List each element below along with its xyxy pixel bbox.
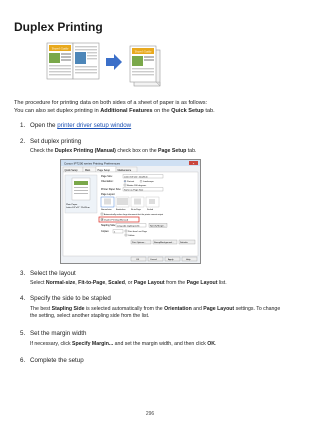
defaults-label: Defaults bbox=[180, 241, 188, 244]
badge-text-2: Travel Guide bbox=[134, 49, 152, 54]
ok-label: OK bbox=[136, 258, 140, 261]
step-5-title: 5. Set the margin width bbox=[20, 330, 87, 337]
copies-value: 1 bbox=[114, 231, 116, 234]
help-label: Help bbox=[186, 258, 191, 261]
duplex-output-page bbox=[130, 46, 160, 86]
collate-label: Collate bbox=[128, 234, 135, 237]
window-title: Canon IP7200 series Printing Preferences bbox=[64, 161, 121, 166]
layout-scaled: Scaled bbox=[147, 209, 154, 211]
source-page bbox=[47, 43, 73, 79]
copies-label: Copies: bbox=[101, 230, 110, 233]
specify-margin-label: Specify Margin... bbox=[150, 225, 166, 228]
preview-panel bbox=[65, 175, 97, 213]
tab-main-label: Main bbox=[85, 168, 91, 172]
page-size-value: Letter 8.5"x11" 22x28cm bbox=[124, 176, 148, 179]
stapling-side-label: Stapling Side: bbox=[101, 224, 116, 227]
auto-reduce-checkbox bbox=[101, 213, 103, 215]
intro-line-2: You can also set duplex printing in Additional Features on the Quick Setup tab. bbox=[14, 108, 215, 114]
step-3-title: 3. Select the layout bbox=[20, 270, 76, 277]
cancel-label: Cancel bbox=[150, 258, 157, 261]
print-last-checkbox bbox=[125, 230, 127, 232]
preview-paper-type: Plain Paper bbox=[66, 204, 78, 206]
step-3-desc: Select Normal-size, Fit-to-Page, Scaled, or Page Layout from the Page Layout list. bbox=[30, 280, 227, 286]
page-title: Duplex Printing bbox=[14, 20, 103, 34]
step-1: 1. Open the printer driver setup window bbox=[20, 122, 132, 129]
preview-paper-size: Letter 8.5"x11" 22x28cm bbox=[66, 207, 90, 209]
stamp-label: Stamp/Background... bbox=[154, 241, 174, 244]
layout-borderless: Borderless bbox=[116, 209, 126, 211]
tab-maintenance-label: Maintenance bbox=[117, 168, 132, 172]
layout-fit: Fit-to-Page bbox=[131, 209, 141, 211]
step-4-title: 4. Specify the side to be stapled bbox=[20, 295, 111, 302]
auto-reduce-label: Automatically reduce large document that the printer cannot output bbox=[104, 213, 164, 216]
duplex-illustration bbox=[46, 42, 170, 94]
printing-preferences-dialog bbox=[60, 159, 201, 264]
print-last-label: Print from Last Page bbox=[128, 230, 147, 233]
rotate-label: Rotate 180 degrees bbox=[127, 184, 147, 187]
step-5-desc: If necessary, click Specify Margin... and set the margin width, and then click OK. bbox=[30, 341, 217, 347]
svg-text:×: × bbox=[192, 161, 195, 166]
source-page-2 bbox=[73, 43, 99, 79]
step-6-title: 6. Complete the setup bbox=[20, 357, 84, 364]
tab-page-setup-label: Page Setup bbox=[97, 168, 110, 172]
layout-normal: Normal-size bbox=[101, 209, 112, 211]
page-layout-label: Page Layout: bbox=[101, 193, 116, 196]
dialog-screenshot bbox=[61, 160, 200, 263]
printer-driver-setup-link[interactable]: printer driver setup window bbox=[57, 122, 132, 129]
duplex-label: Duplex Printing (Manual) bbox=[104, 219, 129, 222]
landscape-radio bbox=[140, 180, 142, 182]
arrow-right-icon bbox=[106, 54, 122, 70]
print-options-label: Print Options... bbox=[132, 241, 146, 244]
apply-label: Apply bbox=[168, 258, 174, 261]
stapling-side-value: Long-side stapling (Left) bbox=[117, 225, 140, 228]
page-size-label: Page Size: bbox=[101, 175, 113, 178]
step-2-title: 2. Set duplex printing bbox=[20, 138, 82, 145]
tab-strip bbox=[63, 167, 137, 173]
intro-line-1: The procedure for printing data on both sides of a sheet of paper is as follows: bbox=[14, 100, 208, 106]
portrait-label: Portrait bbox=[127, 181, 135, 183]
landscape-label: Landscape bbox=[143, 181, 154, 183]
orientation-label: Orientation: bbox=[101, 180, 114, 183]
step-4-desc: The best Stapling Side is selected automatically from the Orientation and Page Layout settings. To change the setting, select another stapling side from the list. bbox=[30, 306, 281, 320]
badge-text: Travel Guide bbox=[51, 46, 69, 51]
step-2-desc: Check the Duplex Printing (Manual) check box on the Page Setup tab. bbox=[30, 148, 197, 154]
tab-quick-setup-label: Quick Setup bbox=[64, 168, 78, 172]
rotate-checkbox bbox=[124, 184, 126, 186]
printer-paper-value: Same as Page Size bbox=[124, 189, 144, 192]
printer-paper-label: Printer Paper Size: bbox=[101, 188, 122, 191]
collate-checkbox bbox=[125, 234, 127, 236]
intro-text bbox=[14, 99, 290, 115]
page-number: 296 bbox=[145, 411, 155, 417]
